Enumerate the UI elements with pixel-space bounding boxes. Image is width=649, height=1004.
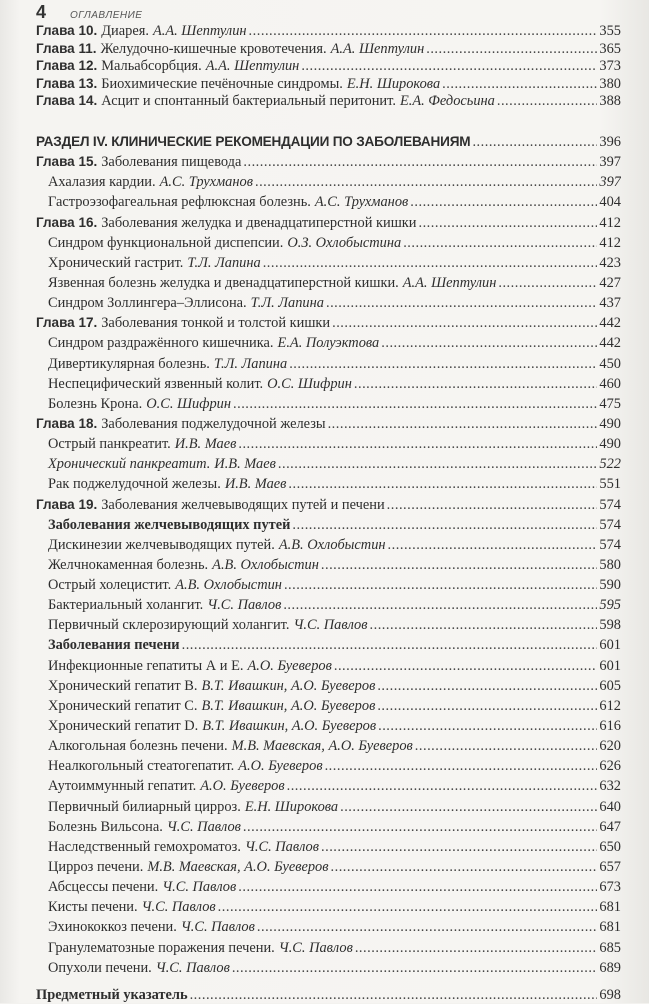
entry-author: А.С. Трухманов <box>314 194 409 211</box>
entry-page: 397 <box>599 154 621 171</box>
chapter-label: Глава 19. <box>36 496 98 512</box>
dot-leader <box>289 354 597 374</box>
dot-leader <box>325 756 598 776</box>
toc-entry-item[interactable] <box>36 575 621 595</box>
dot-leader <box>238 434 597 454</box>
entry-title: Неспецифический язвенный колит. <box>48 375 264 392</box>
chapter-label: Глава 15. <box>36 154 98 170</box>
toc-entry-subject-index[interactable] <box>36 987 621 1004</box>
entry-title: Аутоиммунный гепатит. <box>48 778 197 795</box>
toc-entry-item[interactable] <box>36 595 621 615</box>
toc-entry-item[interactable] <box>36 615 621 635</box>
entry-title: Острый холецистит. <box>48 577 172 594</box>
entry-title: Эхинококкоз печени. <box>48 919 177 936</box>
entry-title: Заболевания желчевыводящих путей и печени <box>101 496 385 513</box>
entry-author: Ч.С. Павлов <box>244 838 320 855</box>
entry-page: 612 <box>599 697 621 714</box>
entry-author: А.А. Шептулин <box>205 58 300 75</box>
toc-entry-item[interactable] <box>36 897 621 917</box>
dot-leader <box>334 656 598 676</box>
entry-title: Бактериальный холангит. <box>48 597 204 614</box>
entry-page: 397 <box>599 174 621 191</box>
entry-title: Болезнь Крона. <box>48 395 143 412</box>
dot-leader <box>355 938 598 958</box>
toc-entry-item[interactable] <box>36 333 621 353</box>
entry-title: Хронический гастрит. <box>48 254 184 271</box>
toc-entry-chapter[interactable] <box>36 22 621 40</box>
page-number: 4 <box>36 2 47 22</box>
entry-title: Опухоли печени. <box>48 959 152 976</box>
toc-section-iv <box>36 132 621 978</box>
entry-title: Заболевания поджелудочной железы <box>101 415 326 432</box>
toc-entry-chapter[interactable] <box>36 57 621 75</box>
toc-entry-chapter[interactable] <box>36 75 621 93</box>
entry-title: Синдром Золлингера–Эллисона. <box>48 295 247 312</box>
dot-leader <box>377 696 597 716</box>
toc-entry-subhead[interactable] <box>36 515 621 535</box>
toc-entry-chapter[interactable] <box>36 313 621 333</box>
entry-page: 681 <box>599 899 621 916</box>
entry-title: Хронический гепатит D. <box>48 718 199 735</box>
entry-author: Ч.С. Павлов <box>155 959 230 976</box>
entry-title: Заболевания тонкой и толстой кишки <box>101 315 331 332</box>
toc-entry-item[interactable] <box>36 736 621 756</box>
entry-page: 522 <box>599 456 621 473</box>
dot-leader <box>328 414 598 434</box>
running-title: ОГЛАВЛЕНИЕ <box>70 10 143 21</box>
dot-leader <box>381 333 597 353</box>
dot-leader <box>249 23 598 40</box>
entry-page: 396 <box>599 133 621 150</box>
entry-title: Первичный склерозирующий холангит. <box>48 617 290 634</box>
running-header <box>36 2 142 24</box>
entry-page: 632 <box>599 778 621 795</box>
entry-author: А.О. Буеверов <box>238 758 323 775</box>
entry-page: 650 <box>599 838 621 855</box>
toc-entry-section[interactable] <box>36 132 621 152</box>
entry-page: 574 <box>599 496 621 513</box>
toc-entry-item[interactable] <box>36 837 621 857</box>
entry-title: Хронический панкреатит. <box>48 456 211 473</box>
toc-entry-item[interactable] <box>36 696 621 716</box>
entry-page: 574 <box>599 536 621 553</box>
dot-leader <box>284 575 597 595</box>
toc-entry-item[interactable] <box>36 354 621 374</box>
toc-entry-item[interactable] <box>36 917 621 937</box>
entry-title: Ахалазия кардии. <box>48 174 156 191</box>
entry-author: Т.Л. Лапина <box>187 254 261 271</box>
entry-author: В.Т. Ивашкин, А.О. Буеверов <box>201 697 376 714</box>
toc-entry-item[interactable] <box>36 656 621 676</box>
entry-page: 388 <box>599 93 621 110</box>
toc-entry-item[interactable] <box>36 857 621 877</box>
entry-title: Острый панкреатит. <box>48 436 171 453</box>
entry-title: Первичный билиарный цирроз. <box>48 798 241 815</box>
entry-page: 620 <box>599 738 621 755</box>
entry-page: 450 <box>599 355 621 372</box>
entry-page: 365 <box>599 40 621 57</box>
chapter-label: Глава 14. <box>36 93 98 109</box>
toc-entry-item[interactable] <box>36 776 621 796</box>
entry-page: 685 <box>599 939 621 956</box>
chapter-label: Глава 18. <box>36 415 98 431</box>
entry-author: Ч.С. Павлов <box>162 879 237 896</box>
entry-page: 490 <box>599 436 621 453</box>
dot-leader <box>243 817 597 837</box>
dot-leader <box>472 132 597 152</box>
dot-leader <box>415 736 598 756</box>
entry-page: 626 <box>599 758 621 775</box>
entry-title: Заболевания печени <box>48 637 180 654</box>
dot-leader <box>190 987 598 1004</box>
entry-title: Хронический гепатит B. <box>48 677 198 694</box>
chapter-label: Глава 17. <box>36 315 98 331</box>
entry-page: 673 <box>599 879 621 896</box>
entry-author: Ч.С. Павлов <box>207 597 282 614</box>
entry-title: Мальабсорбция. <box>101 58 202 75</box>
entry-page: 657 <box>599 859 621 876</box>
toc-entry-item[interactable] <box>36 394 621 414</box>
toc-entry-item[interactable] <box>36 797 621 817</box>
toc-entry-chapter[interactable] <box>36 495 621 515</box>
entry-author: Е.А. Федосьина <box>399 93 495 110</box>
entry-author: А.О. Буеверов <box>200 778 285 795</box>
dot-leader <box>326 293 597 313</box>
entry-author: В.Т. Ивашкин, А.О. Буеверов <box>201 677 376 694</box>
dot-leader <box>182 635 598 655</box>
dot-leader <box>426 41 597 58</box>
chapter-label: Глава 10. <box>36 23 98 38</box>
dot-leader <box>232 958 598 978</box>
dot-leader <box>287 776 598 796</box>
entry-title: Заболевания пищевода <box>101 154 242 171</box>
entry-page: 698 <box>599 986 621 1003</box>
entry-page: 475 <box>599 395 621 412</box>
toc-entry-item[interactable] <box>36 555 621 575</box>
dot-leader <box>278 454 598 474</box>
toc-entry-item[interactable] <box>36 454 621 474</box>
entry-author: О.С. Шифрин <box>267 375 352 392</box>
toc-entry-chapter[interactable] <box>36 152 621 172</box>
entry-page: 595 <box>599 597 621 614</box>
toc-entry-item[interactable] <box>36 293 621 313</box>
entry-title: Заболевания желчевыводящих путей <box>48 516 291 533</box>
entry-title: Кисты печени. <box>48 899 138 916</box>
entry-page: 442 <box>599 315 621 332</box>
entry-title: Заболевания желудка и двенадцатиперстной кишки <box>101 214 417 231</box>
dot-leader <box>387 495 598 515</box>
entry-page: 460 <box>599 375 621 392</box>
toc-entry-chapter[interactable] <box>36 213 621 233</box>
entry-author: А.О. Буеверов <box>247 657 332 674</box>
dot-leader <box>292 515 597 535</box>
entry-title: Инфекционные гепатиты А и Е. <box>48 657 244 674</box>
entry-title: Желудочно-кишечные кровотечения. <box>100 40 327 57</box>
entry-author: М.В. Маевская, А.О. Буеверов <box>231 738 413 755</box>
chapter-label: Глава 11. <box>36 40 97 56</box>
toc-chapters-10-14 <box>36 22 621 110</box>
toc-entry-item[interactable] <box>36 716 621 736</box>
entry-page: 355 <box>599 23 621 39</box>
entry-author: Ч.С. Павлов <box>180 919 255 936</box>
toc-entry-item[interactable] <box>36 877 621 897</box>
entry-author: А.В. Охлобыстин <box>212 556 319 573</box>
entry-author: В.Т. Ивашкин, А.О. Буеверов <box>202 718 377 735</box>
entry-author: А.С. Трухманов <box>159 174 253 191</box>
entry-author: И.В. Маев <box>174 436 237 453</box>
entry-page: 590 <box>599 577 621 594</box>
dot-leader <box>442 76 597 93</box>
entry-author: О.З. Охлобыстина <box>287 234 402 251</box>
toc-entry-chapter[interactable] <box>36 40 621 58</box>
toc-entry-item[interactable] <box>36 535 621 555</box>
entry-page: 437 <box>599 295 621 312</box>
toc-entry-item[interactable] <box>36 273 621 293</box>
entry-title: Алкогольная болезнь печени. <box>48 738 228 755</box>
dot-leader <box>331 857 598 877</box>
entry-page: 423 <box>599 254 621 271</box>
toc-entry-chapter[interactable] <box>36 92 621 110</box>
dot-leader <box>498 273 597 293</box>
entry-page: 605 <box>599 677 621 694</box>
entry-author: А.А. Шептулин <box>402 274 497 291</box>
entry-page: 380 <box>599 75 621 92</box>
entry-author: А.А. Шептулин <box>152 23 247 39</box>
entry-page: 427 <box>599 274 621 291</box>
entry-title: Хронический гепатит C. <box>48 697 198 714</box>
toc-entry-item[interactable] <box>36 434 621 454</box>
entry-author: Ч.С. Павлов <box>141 899 216 916</box>
toc-entry-item[interactable] <box>36 233 621 253</box>
table-of-contents <box>36 22 621 1004</box>
entry-page: 412 <box>599 214 621 231</box>
entry-title: Абсцессы печени. <box>48 879 159 896</box>
entry-page: 601 <box>599 657 621 674</box>
entry-page: 404 <box>599 194 621 211</box>
entry-author: Ч.С. Павлов <box>166 818 241 835</box>
entry-page: 681 <box>599 919 621 936</box>
entry-author: Т.Л. Лапина <box>213 355 288 372</box>
entry-author: Е.Н. Широкова <box>346 75 441 92</box>
toc-entry-item[interactable] <box>36 172 621 192</box>
toc-entry-chapter[interactable] <box>36 414 621 434</box>
entry-title: Гастроэзофагеальная рефлюксная болезнь. <box>48 194 311 211</box>
toc-entry-item[interactable] <box>36 958 621 978</box>
dot-leader <box>321 837 597 857</box>
toc-entry-item[interactable] <box>36 374 621 394</box>
toc-entry-item[interactable] <box>36 817 621 837</box>
entry-title: Наследственный гемохроматоз. <box>48 838 241 855</box>
entry-page: 601 <box>599 637 621 654</box>
entry-author: Е.А. Полуэктова <box>277 335 380 352</box>
entry-title: Синдром функциональной диспепсии. <box>48 234 284 251</box>
entry-author: А.В. Охлобыстин <box>278 536 386 553</box>
entry-title: Гранулематозные поражения печени. <box>48 939 275 956</box>
entry-title: Рак поджелудочной железы. <box>48 476 221 493</box>
entry-author: О.С. Шифрин <box>146 395 231 412</box>
toc-entry-item[interactable] <box>36 192 621 212</box>
entry-author: Е.Н. Широкова <box>244 798 339 815</box>
entry-page: 647 <box>599 818 621 835</box>
entry-title: Язвенная болезнь желудка и двенадцатиперстной кишки. <box>48 274 399 291</box>
chapter-label: Глава 16. <box>36 214 98 230</box>
dot-leader <box>288 474 597 494</box>
dot-leader <box>377 676 597 696</box>
entry-author: Ч.С. Павлов <box>278 939 353 956</box>
entry-page: 574 <box>599 516 621 533</box>
dot-leader <box>403 233 597 253</box>
entry-title: РАЗДЕЛ IV. КЛИНИЧЕСКИЕ РЕКОМЕНДАЦИИ ПО ЗАБОЛЕВАНИЯМ <box>36 133 471 149</box>
entry-title: Дивертикулярная болезнь. <box>48 355 210 372</box>
entry-title: Дискинезии желчевыводящих путей. <box>48 536 275 553</box>
entry-title: Цирроз печени. <box>48 859 144 876</box>
dot-leader <box>410 192 597 212</box>
entry-author: А.А. Шептулин <box>330 40 425 57</box>
chapter-label: Глава 13. <box>36 75 98 91</box>
entry-title: Неалкогольный стеатогепатит. <box>48 758 235 775</box>
entry-page: 580 <box>599 556 621 573</box>
dot-leader <box>301 58 597 75</box>
dot-leader <box>233 394 597 414</box>
dot-leader <box>388 535 598 555</box>
toc-entry-item[interactable] <box>36 474 621 494</box>
toc-entry-item[interactable] <box>36 676 621 696</box>
entry-author: Ч.С. Павлов <box>293 617 368 634</box>
toc-entry-subhead[interactable] <box>36 635 621 655</box>
entry-title: Предметный указатель <box>36 986 188 1003</box>
dot-leader <box>354 374 598 394</box>
dot-leader <box>497 93 598 110</box>
entry-page: 490 <box>599 415 621 432</box>
dot-leader <box>370 615 598 635</box>
entry-author: М.В. Маевская, А.О. Буеверов <box>147 859 329 876</box>
entry-title: Желчнокаменная болезнь. <box>48 556 209 573</box>
dot-leader <box>321 555 598 575</box>
entry-page: 598 <box>599 617 621 634</box>
dot-leader <box>283 595 597 615</box>
entry-author: А.В. Охлобыстин <box>175 577 282 594</box>
entry-author: И.В. Маев <box>224 476 287 493</box>
entry-page: 616 <box>599 718 621 735</box>
dot-leader <box>218 897 598 917</box>
entry-page: 551 <box>599 476 621 493</box>
entry-page: 689 <box>599 959 621 976</box>
chapter-label: Глава 12. <box>36 58 98 74</box>
toc-entry-item[interactable] <box>36 938 621 958</box>
dot-leader <box>332 313 597 333</box>
dot-leader <box>378 716 597 736</box>
entry-page: 640 <box>599 798 621 815</box>
entry-author: Т.Л. Лапина <box>250 295 324 312</box>
entry-title: Асцит и спонтанный бактериальный перитонит. <box>101 93 396 110</box>
toc-entry-item[interactable] <box>36 253 621 273</box>
entry-title: Диарея. <box>101 23 149 39</box>
dot-leader <box>418 213 597 233</box>
dot-leader <box>243 152 597 172</box>
entry-title: Болезнь Вильсона. <box>48 818 163 835</box>
entry-title: Синдром раздражённого кишечника. <box>48 335 274 352</box>
toc-entry-item[interactable] <box>36 756 621 776</box>
dot-leader <box>255 172 597 192</box>
entry-page: 412 <box>599 234 621 251</box>
entry-page: 373 <box>599 58 621 75</box>
dot-leader <box>340 797 597 817</box>
dot-leader <box>257 917 598 937</box>
entry-title: Биохимические печёночные синдромы. <box>101 75 343 92</box>
dot-leader <box>263 253 598 273</box>
dot-leader <box>238 877 597 897</box>
entry-page: 442 <box>599 335 621 352</box>
entry-author: И.В. Маев <box>214 456 276 473</box>
